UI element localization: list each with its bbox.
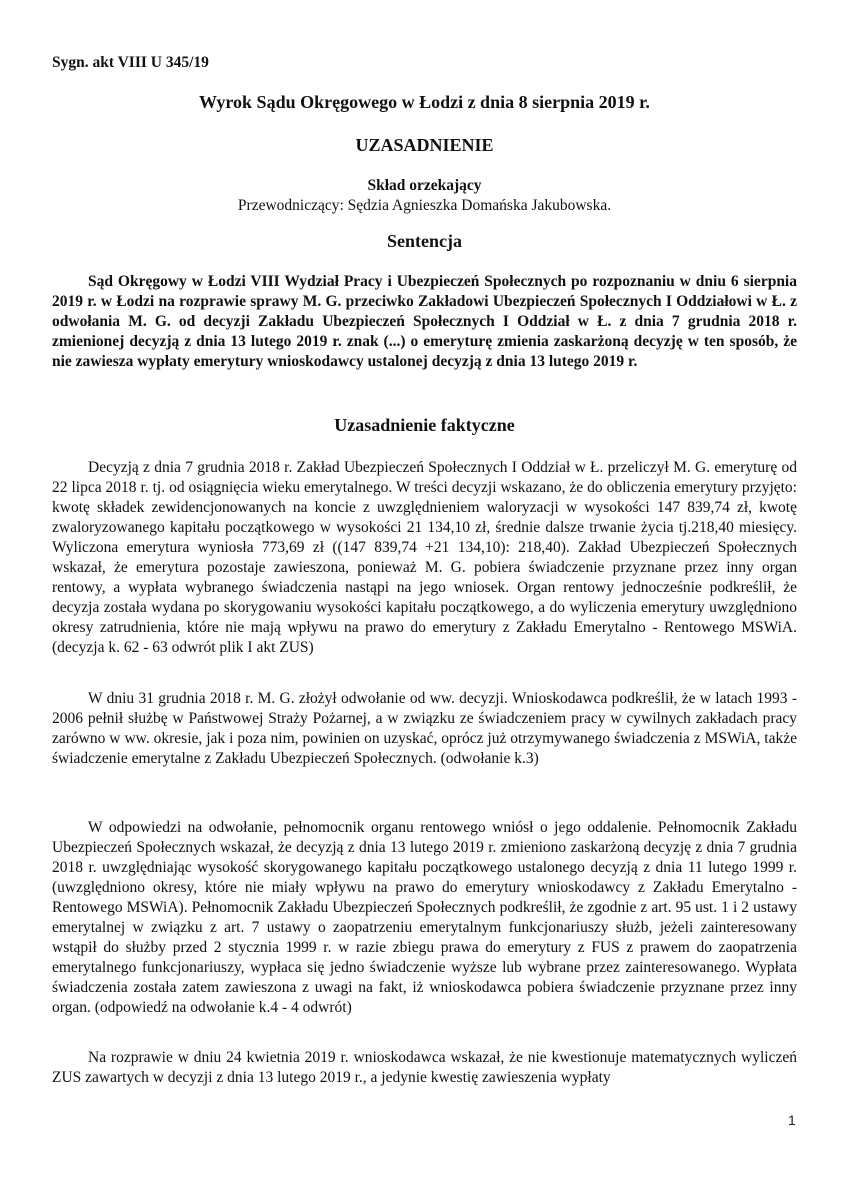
page-number: 1 [788, 1112, 796, 1128]
sentence-heading: Sentencja [387, 231, 462, 251]
paragraph: Decyzją z dnia 7 grudnia 2018 r. Zakład Ubezpieczeń Społecznych I Oddział w Ł. przeliczył M. G. emeryturę od 22 lipca 2018 r. tj. od osiągnięcia wieku emerytalnego. W treści decyzji wskazano, że do obliczenia emerytury przyjęto: kwotę składek zewidencjonowanych na koncie z uwzględnieniem waloryzacji w wysokości 147 839,74 zł, kwotę zwaloryzowanego kapitału początkowego w wysokości 21 134,10 zł, średnie dalsze trwanie życia tj.218,40 miesięcy. Wyliczona emerytura wyniosła 773,69 zł ((147 839,74 +21 134,10): 218,40). Zakład Ubezpieczeń Społecznych wskazał, że emerytura pozostaje zawieszona, ponieważ M. G. pobiera świadczenie przyznane przez inny organ rentowy, a wypłata wybranego świadczenia nastąpi na jego wniosek. Organ rentowy jednocześnie podkreślił, że decyzja została wydana po skorygowaniu wysokości kapitału początkowego, a do wyliczenia emerytury uwzględniono okresy zatrudnienia, które nie mają wpływu na prawo do emerytury z Zakładu Emerytalno - Rentowego MSWiA. (decyzja k. 62 - 63 odwrót plik I akt ZUS) [52, 459, 797, 656]
case-reference: Sygn. akt VIII U 345/19 [52, 54, 209, 71]
panel-label: Skład orzekający [367, 177, 482, 194]
judgment-title: Wyrok Sądu Okręgowego w Łodzi z dnia 8 sierpnia 2019 r. [199, 92, 650, 112]
paragraph: W dniu 31 grudnia 2018 r. M. G. złożył odwołanie od ww. decyzji. Wnioskodawca podkreślił, że w latach 1993 - 2006 pełnił służbę w Państwowej Straży Pożarnej, a w związku ze świadczeniem pracy w cywilnych zakładach pracy zarówno w ww. okresie, jak i poza nim, powinien on uzyskać, oprócz już otrzymywanego świadczenia z MSWiA, także świadczenie emerytalne z Zakładu Ubezpieczeń Społecznych. (odwołanie k.3) [52, 690, 797, 767]
paragraph: Na rozprawie w dniu 24 kwietnia 2019 r. wnioskodawca wskazał, że nie kwestionuje matematycznych wyliczeń ZUS zawartych w decyzji z dnia 13 lutego 2019 r., a jedynie kwestię zawieszenia wypłaty [52, 1049, 797, 1086]
justification-heading: UZASADNIENIE [355, 135, 494, 155]
sentence-text: Sąd Okręgowy w Łodzi VIII Wydział Pracy i Ubezpieczeń Społecznych po rozpoznaniu w dniu 6 sierpnia 2019 r. w Łodzi na rozprawie sprawy M. G. przeciwko Zakładowi Ubezpieczeń Społecznych I Oddziałowi w Ł. z odwołania M. G. od decyzji Zakładu Ubezpieczeń Społecznych I Oddział w Ł. z dnia 7 grudnia 2018 r. zmienionej decyzją z dnia 13 lutego 2019 r. znak (...) o emeryturę zmienia zaskarżoną decyzję w ten sposób, że nie zawiesza wypłaty emerytury wnioskodawcy ustalonej decyzją z dnia 13 lutego 2019 r. [52, 273, 797, 370]
facts-heading: Uzasadnienie faktyczne [334, 415, 515, 435]
presiding-judge: Przewodniczący: Sędzia Agnieszka Domańska Jakubowska. [237, 197, 612, 214]
paragraph: W odpowiedzi na odwołanie, pełnomocnik organu rentowego wniósł o jego oddalenie. Pełnomocnik Zakładu Ubezpieczeń Społecznych wskazał, że decyzją z dnia 13 lutego 2019 r. zmieniono zaskarżoną decyzję z dnia 7 grudnia 2018 r. uwzględniając wysokość skorygowanego kapitału początkowego ustalonego decyzją z dnia 11 lutego 1999 r. (uwzględniono okresy, które nie miały wpływu na prawo do emerytury wnioskodawcy z Zakładu Emerytalno - Rentowego MSWiA). Pełnomocnik Zakładu Ubezpieczeń Społecznych podkreślił, że zgodnie z art. 95 ust. 1 i 2 ustawy emerytalnej w związku z art. 7 ustawy o zaopatrzeniu emerytalnym funkcjonariuszy służb, jeżeli zainteresowany wstąpił do służby przed 2 stycznia 1999 r. w razie zbiegu prawa do emerytury z FUS z prawem do zaopatrzenia emerytalnego funkcjonariuszy, wypłaca się jedno świadczenie wyższe lub wybrane przez zainteresowanego. Wypłata świadczenia została zatem zawieszona z uwagi na fakt, iż wnioskodawca pobiera świadczenie przyznane przez inny organ. (odpowiedź na odwołanie k.4 - 4 odwrót) [52, 819, 797, 1016]
